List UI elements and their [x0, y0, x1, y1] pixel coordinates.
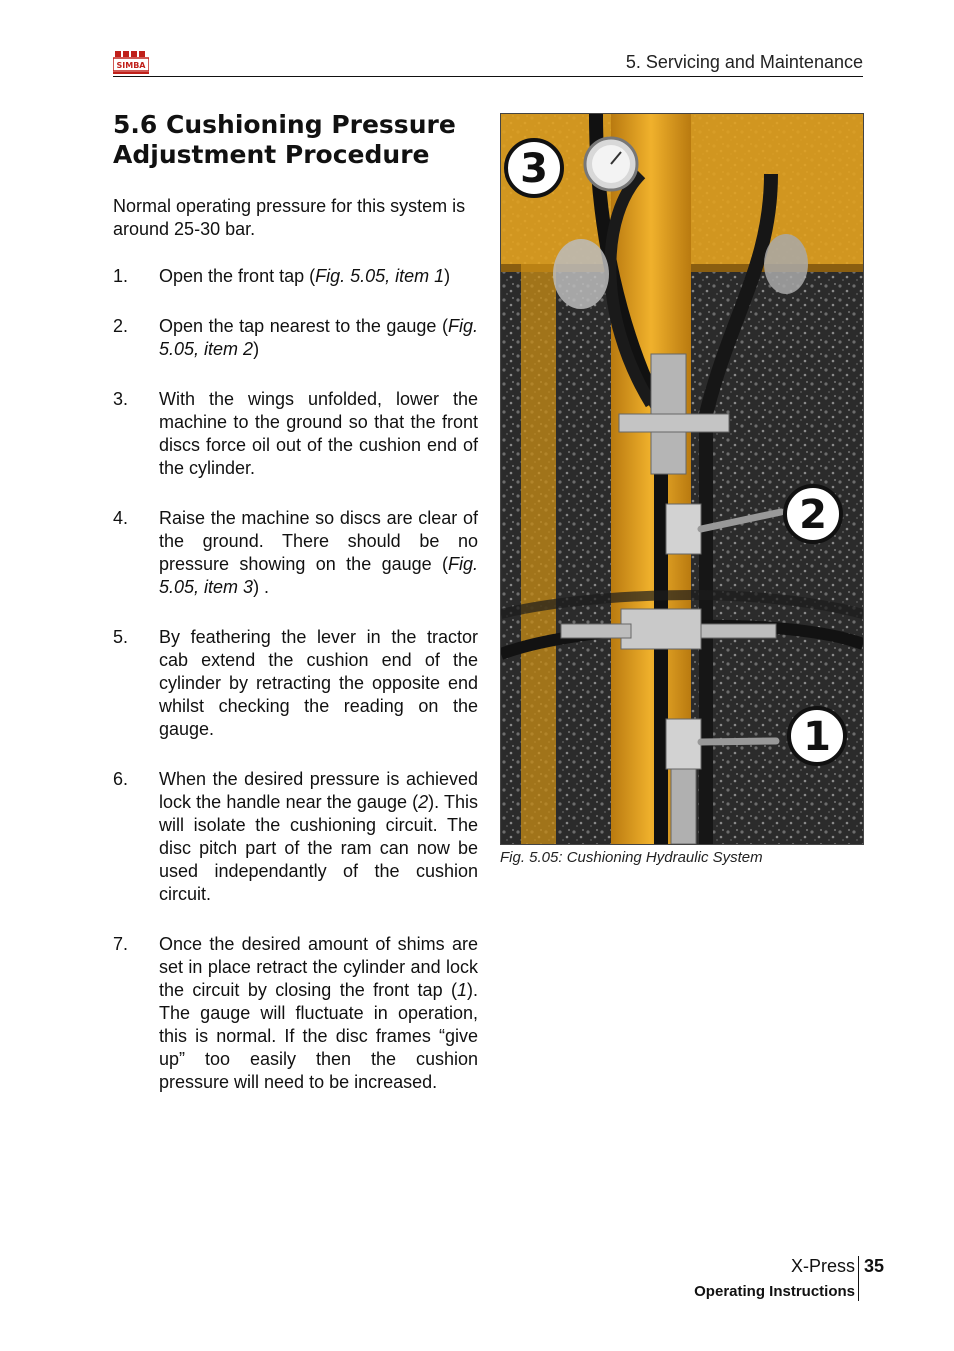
- intro-paragraph: Normal operating pressure for this system is around 25-30 bar.: [113, 196, 466, 239]
- step-item: [113, 768, 478, 906]
- step-number: 7.: [113, 934, 129, 954]
- step-item: [113, 626, 478, 741]
- callout-3: [506, 140, 562, 196]
- step-text: When the desired pressure is achieved lock the handle near the gauge (2). This will isolate the cushioning circuit. The disc pitch part of the ram can now be used independantly of the cushion circuit.: [159, 769, 478, 904]
- procedure-steps: [113, 265, 478, 1121]
- step-number: 4.: [113, 508, 129, 528]
- step-item: [113, 507, 478, 599]
- header-section-title: 5. Servicing and Maintenance: [625, 52, 863, 72]
- svg-text:1: 1: [803, 714, 831, 760]
- hydraulic-system-photo: [500, 113, 864, 845]
- footer-divider: [858, 1256, 859, 1301]
- step-number: 6.: [113, 769, 129, 789]
- simba-logo: [113, 51, 149, 75]
- title-line-2: Adjustment Procedure: [113, 140, 430, 169]
- step-text: Open the front tap (Fig. 5.05, item 1): [159, 266, 451, 286]
- step-item: [113, 933, 478, 1094]
- step-item: [113, 265, 478, 288]
- logo-text: SIMBA: [116, 61, 146, 70]
- title-line-1: 5.6 Cushioning Pressure: [113, 110, 456, 139]
- step-number: 5.: [113, 627, 129, 647]
- step-number: 1.: [113, 266, 129, 286]
- page-title: [113, 110, 493, 170]
- page-number: 35: [864, 1256, 885, 1276]
- step-number: 3.: [113, 389, 129, 409]
- step-text: With the wings unfolded, lower the machine to the ground so that the front discs force oil out of the cushion end of the cylinder.: [159, 389, 478, 478]
- svg-text:2: 2: [799, 492, 827, 538]
- step-text: By feathering the lever in the tractor cab extend the cushion end of the cylinder by retracting the opposite end whilst checking the reading on the gauge.: [159, 627, 478, 739]
- figure-caption: Fig. 5.05: Cushioning Hydraulic System: [500, 849, 763, 866]
- step-text: Raise the machine so discs are clear of the ground. There should be no pressure showing on the gauge (Fig. 5.05, item 3) .: [159, 508, 478, 597]
- step-item: [113, 388, 478, 480]
- callout-1: [789, 708, 845, 764]
- step-text: Once the desired amount of shims are set in place retract the cylinder and lock the circuit by closing the front tap (1). The gauge will fluctuate in operation, this is normal. If the disc frames “give up” too easily then the cushion pressure will need to be increased.: [159, 934, 478, 1092]
- step-number: 2.: [113, 316, 129, 336]
- footer-product-name: X-Press: [790, 1256, 855, 1276]
- callout-2: [785, 486, 841, 542]
- svg-text:3: 3: [520, 146, 548, 192]
- header-rule: [113, 76, 863, 77]
- footer-subtitle: Operating Instructions: [694, 1283, 855, 1300]
- step-text: Open the tap nearest to the gauge (Fig. 5.05, item 2): [159, 316, 478, 359]
- step-item: [113, 315, 478, 361]
